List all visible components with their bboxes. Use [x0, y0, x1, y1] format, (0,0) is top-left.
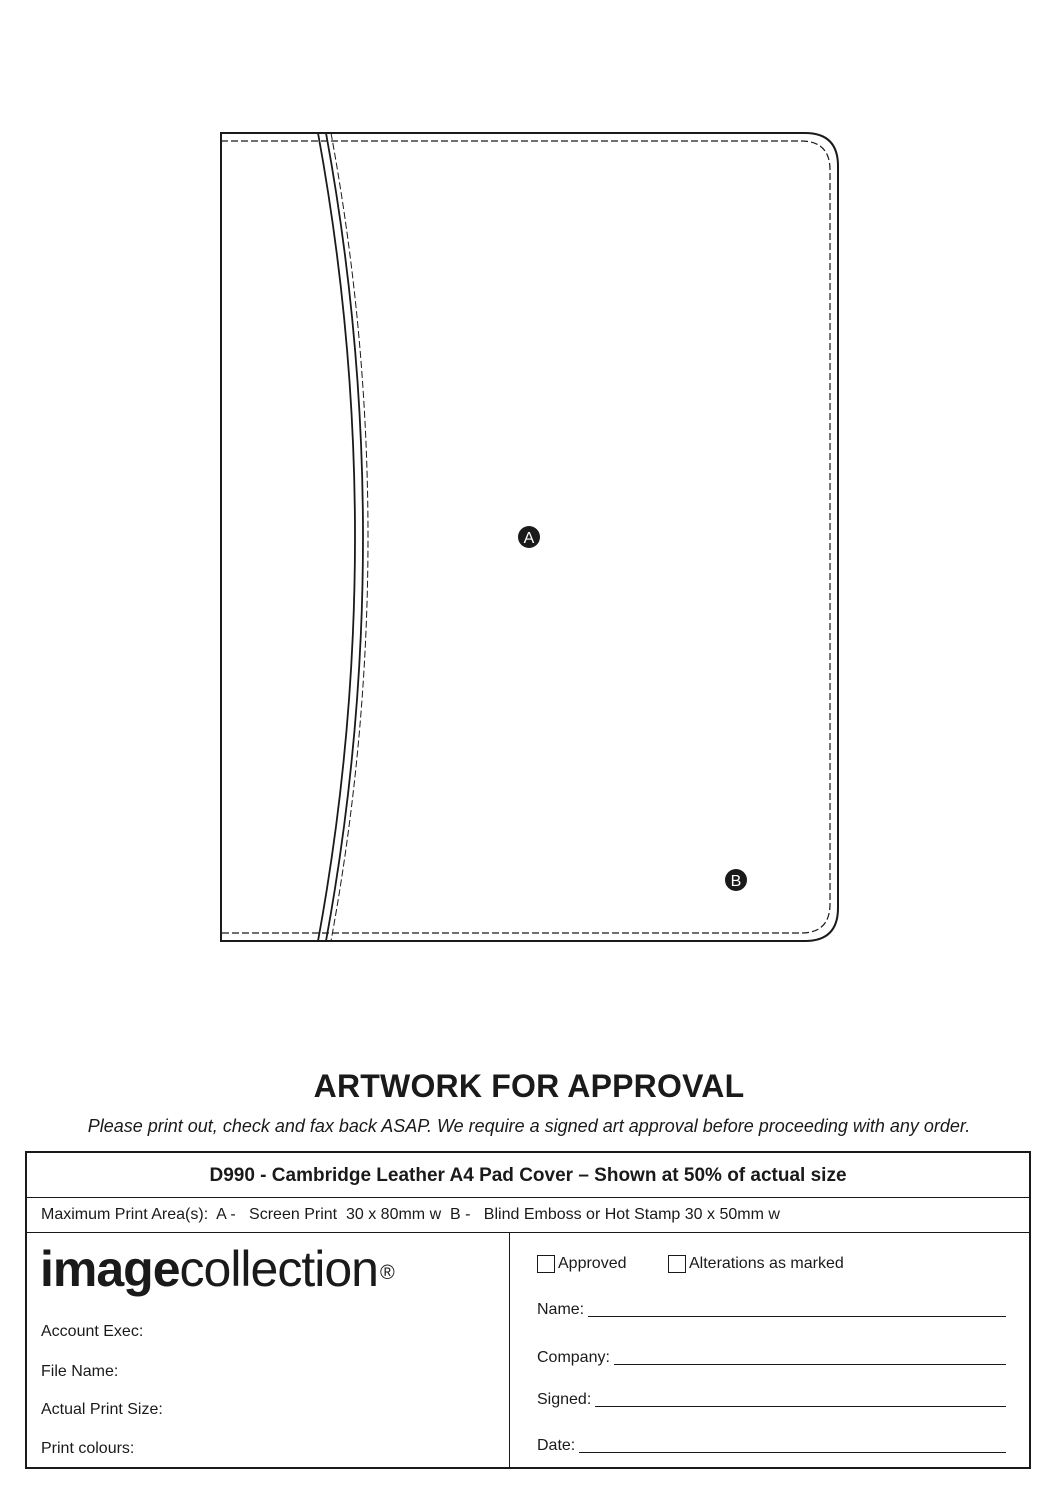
print-area-spec: Maximum Print Area(s): A - Screen Print 30 x 80mm w B - Blind Emboss or Hot Stamp 30 x 50mm w [27, 1198, 1029, 1233]
account-panel [27, 1233, 510, 1467]
name-label: Name: [537, 1301, 585, 1318]
print-colours-label: Print colours: [41, 1440, 135, 1457]
marker-a [518, 526, 540, 548]
logo-bold-text: image [40, 1241, 180, 1297]
account-exec-label: Account Exec: [41, 1323, 144, 1340]
approved-option[interactable] [537, 1255, 627, 1273]
date-label: Date: [537, 1437, 576, 1454]
alterations-checkbox[interactable] [668, 1255, 686, 1273]
approval-form [25, 1151, 1031, 1469]
actual-print-size-label: Actual Print Size: [41, 1401, 163, 1418]
company-label: Company: [537, 1349, 610, 1366]
name-field[interactable] [588, 1315, 1006, 1317]
name-row [537, 1301, 1006, 1319]
product-title: D990 - Cambridge Leather A4 Pad Cover – Shown at 50% of actual size [27, 1153, 1029, 1198]
approved-checkbox[interactable] [537, 1255, 555, 1273]
signed-label: Signed: [537, 1391, 592, 1408]
approval-panel [510, 1233, 1029, 1467]
company-field[interactable] [614, 1363, 1006, 1365]
logo-light-text: collection [179, 1241, 378, 1297]
alterations-option[interactable] [668, 1255, 844, 1273]
alterations-label: Alterations as marked [689, 1255, 844, 1272]
file-name-label: File Name: [41, 1363, 119, 1380]
approved-label: Approved [558, 1255, 627, 1272]
page-heading: ARTWORK FOR APPROVAL [313, 1068, 745, 1104]
signed-row [537, 1391, 1006, 1409]
registered-mark: ® [379, 1262, 394, 1284]
date-row [537, 1437, 1006, 1455]
company-row [537, 1349, 1006, 1367]
signature-field[interactable] [595, 1405, 1006, 1407]
image-collection-logo [40, 1239, 394, 1299]
instruction-text: Please print out, check and fax back ASAP. We require a signed art approval before proceeding with any order. [87, 1116, 971, 1136]
pocket-edge-inner [326, 133, 363, 941]
date-field[interactable] [579, 1451, 1006, 1453]
marker-b-label: B [730, 873, 742, 890]
marker-a-label: A [523, 530, 535, 547]
marker-b [725, 869, 747, 891]
